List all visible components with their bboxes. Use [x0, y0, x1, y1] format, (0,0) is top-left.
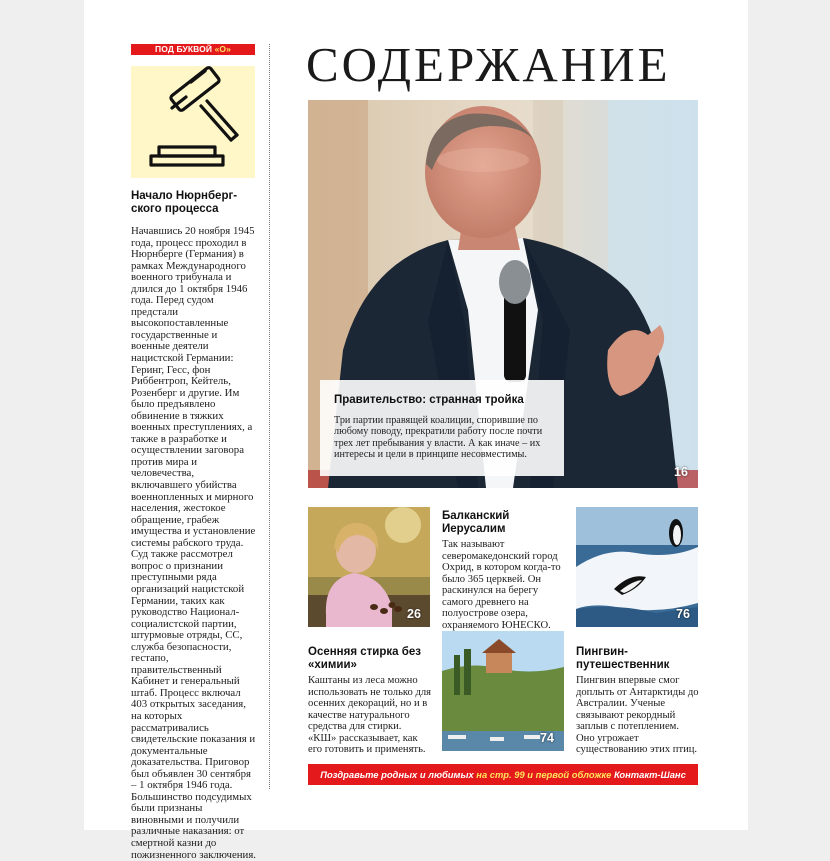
- penguin-title[interactable]: Пингвин-путешественник: [576, 646, 670, 671]
- banner-text-1: Поздравьте родных и любимых: [320, 769, 477, 780]
- hero-page-number: 16: [674, 465, 688, 479]
- section-tag-letter: «О»: [214, 44, 231, 54]
- church-page-number: 74: [540, 731, 554, 745]
- balkan-text: Так называют северомакедонский город Охрид, в котором когда-то было 365 церквей. Он раскинулся на берегу самого древнего на полуострове озера, охраняемого ЮНЕСКО.: [442, 539, 561, 631]
- section-tag-prefix: ПОД БУКВОЙ: [155, 44, 215, 54]
- penguin-text: Пингвин впервые смог доплыть от Антарктиды до Австралии. Ученые связывают рекордный заплыв с потеплением. Оно угрожает существованию этих птиц.: [576, 675, 699, 755]
- laundry-title[interactable]: Осенняя стирка без «химии»: [308, 646, 421, 671]
- balkan-title[interactable]: Балканский Иерусалим: [442, 510, 510, 535]
- laundry-text: Каштаны из леса можно использовать не только для осенних декораций, но и в качестве натурального средства для стирки. «КШ» рассказывает, как его готовить и применять.: [308, 675, 432, 755]
- girl-page-number: 26: [407, 607, 421, 621]
- section-tag: [131, 44, 255, 55]
- penguin-page-number: 76: [676, 607, 690, 621]
- banner-text-2: на стр. 99 и первой обложке: [476, 769, 614, 780]
- gavel-illustration: [131, 66, 255, 178]
- banner-text-3: Контакт-Шанс: [613, 769, 686, 780]
- column-divider: [269, 44, 270, 789]
- sidebar-title: Начало Нюрнберг-ского процесса: [131, 190, 238, 215]
- promo-banner[interactable]: [308, 764, 698, 785]
- hero-title[interactable]: Правительство: странная тройка: [334, 394, 524, 406]
- magazine-page: [84, 0, 748, 861]
- sidebar-text: Начавшись 20 ноября 1945 года, процесс проходил в Нюрнберге (Германия) в рамках Международного военного трибунала и длился до 1 октября 1946 года. Перед судом предстали высокопоставленные государственные и военные деятели нацистской Германии: Геринг, Гесс, фон Риббентроп, Кейтель, Розенберг и другие. Им было предъявлено обвинение в тяжких военных преступлениях, а также в разработке и осуществлении заговора против мира и человечества, включавшего убийства военнопленных и мирного населения, жестокое обращение, грабеж имущества и установление системы рабского труда. Суд также рассмотрел вопрос о признании преступными ряда организаций нацистской Германии, таких как руководство Национал-социалистской партии, штурмовые отряды, СС, служба безопасности, гестапо, правительственный Кабинет и генеральный штаб. Процесс включал 403 открытых заседания, на которых рассматривались свидетельские показания и документальные доказательства. Приговор был объявлен 30 сентября – 1 октября 1946 года. Большинство подсудимых были признаны виновными и получили различные наказания: от смертной казни до пожизненного заключения.: [131, 225, 256, 861]
- gavel-icon: [131, 66, 255, 178]
- page-title: СОДЕРЖАНИЕ: [306, 37, 671, 92]
- hero-text: Три партии правящей коалиции, спорившие по любому поводу, прекратили работу после почти трех лет пребывания у власти. А как иначе – их интересы и цели в принципе несовместимы.: [334, 415, 543, 461]
